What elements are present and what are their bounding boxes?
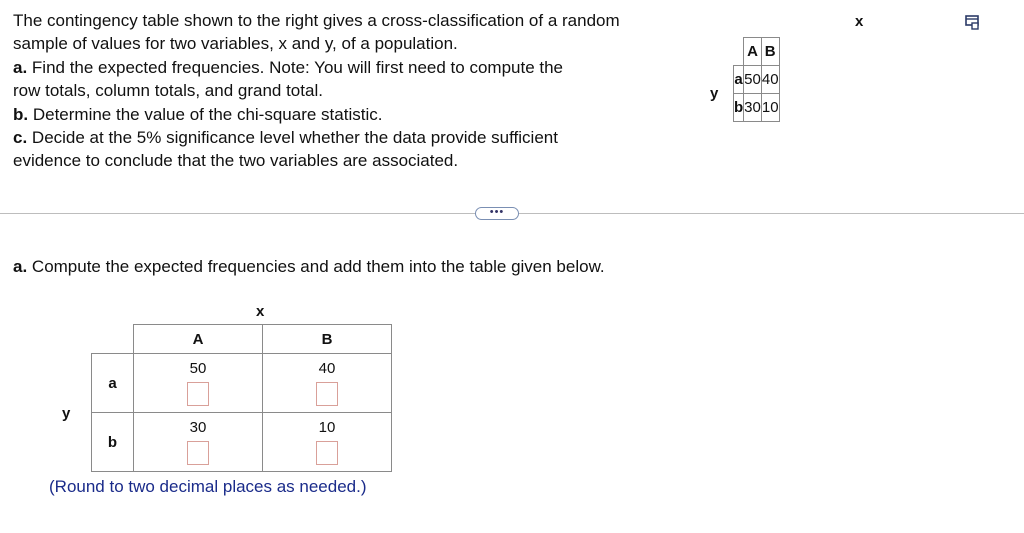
rounding-note: (Round to two decimal places as needed.) [49, 477, 367, 496]
ref-col-header-b: B [761, 38, 779, 66]
ref-cell-a-A: 50 [744, 66, 762, 94]
expected-input-b-A[interactable] [187, 441, 209, 465]
part-a-label: a. [13, 57, 28, 77]
intro-line-1: The contingency table shown to the right gives a cross-classification of a random [13, 11, 620, 30]
answer-table-grid [91, 324, 392, 472]
part-c-label: c. [13, 128, 28, 148]
ref-table-grid [733, 37, 780, 122]
observed-value-b-B: 10 [318, 419, 336, 436]
ref-row-header-a: a [734, 66, 744, 94]
observed-value-b-A: 30 [189, 419, 207, 436]
observed-value-a-B: 40 [318, 360, 336, 377]
problem-statement [13, 9, 713, 173]
part-a-prompt-text: Compute the expected frequencies and add them into the table given below. [27, 257, 605, 276]
answer-x-label: x [256, 303, 265, 320]
ref-corner [734, 38, 744, 66]
part-c-line-1 [13, 126, 713, 149]
part-b-label: b. [13, 104, 29, 124]
ref-x-label: x [855, 13, 864, 30]
ref-col-header-a: A [744, 38, 762, 66]
expand-more-button[interactable]: ••• [475, 207, 519, 220]
answer-row-header-a: a [92, 354, 134, 413]
answer-cell-a-B [263, 354, 392, 413]
answer-row-header-b: b [92, 413, 134, 472]
expected-input-b-B[interactable] [316, 441, 338, 465]
expected-input-a-A[interactable] [187, 382, 209, 406]
answer-col-header-b: B [263, 325, 392, 354]
answer-cell-b-B [263, 413, 392, 472]
answer-y-label: y [62, 405, 71, 422]
intro-line-2: sample of values for two variables, x and y, of a population. [13, 34, 458, 54]
copy-table-icon[interactable] [963, 13, 983, 33]
observed-value-a-A: 50 [189, 360, 207, 377]
ref-cell-b-A: 30 [744, 94, 762, 122]
answer-corner [92, 325, 134, 354]
ref-cell-a-B: 40 [761, 66, 779, 94]
part-a-line-1 [13, 56, 713, 79]
answer-col-header-a: A [134, 325, 263, 354]
part-a-prompt-label: a. [13, 257, 28, 276]
part-c-line-2: evidence to conclude that the two variables are associated. [13, 151, 459, 171]
ref-y-label: y [710, 85, 719, 102]
ref-row-header-b: b [734, 94, 744, 122]
part-c-text-1: Decide at the 5% significance level whether the data provide sufficient [27, 128, 558, 148]
answer-cell-a-A [134, 354, 263, 413]
part-a-prompt [13, 257, 605, 277]
part-a-line-2: row totals, column totals, and grand total. [13, 81, 323, 101]
part-a-text-1: Find the expected frequencies. Note: You will first need to compute the [27, 57, 564, 77]
part-b-line [13, 103, 713, 126]
expected-input-a-B[interactable] [316, 382, 338, 406]
part-b-text: Determine the value of the chi-square statistic. [28, 104, 383, 124]
ref-cell-b-B: 10 [761, 94, 779, 122]
answer-cell-b-A [134, 413, 263, 472]
